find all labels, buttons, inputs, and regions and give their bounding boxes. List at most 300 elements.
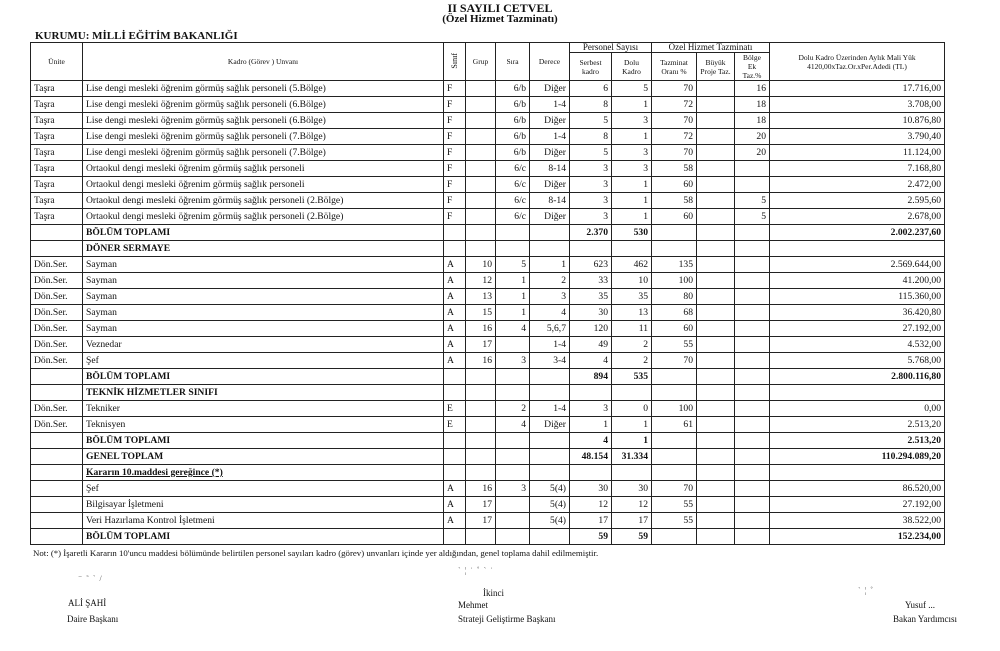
unite-cell: Taşra: [31, 113, 83, 129]
derece-cell: Diğer: [530, 209, 570, 225]
mali-yuk-cell: 2.513,20: [770, 417, 945, 433]
sira-cell: 3: [496, 353, 530, 369]
kadro-cell: Tekniker: [83, 401, 444, 417]
sinif-cell: [444, 449, 466, 465]
buyuk-proje-cell: [697, 369, 735, 385]
sinif-cell: A: [444, 497, 466, 513]
buyuk-proje-cell: [697, 337, 735, 353]
buyuk-proje-cell: [697, 97, 735, 113]
dolu-kadro-cell: 1: [612, 129, 652, 145]
total-label: BÖLÜM TOPLAMI: [83, 433, 444, 449]
empty-cell: [444, 385, 466, 401]
serbest-kadro-total: 4: [570, 433, 612, 449]
kadro-cell: Şef: [83, 353, 444, 369]
tazminat-orani-cell: 70: [652, 81, 697, 97]
header-mali-yuk: Dolu Kadro Üzerinden Aylık Mali Yük 4120,00xTaz.Or.xPer.Adedi (TL): [770, 43, 945, 81]
tazminat-orani-cell: 80: [652, 289, 697, 305]
grup-cell: [466, 193, 496, 209]
mali-yuk-cell: 3.790,40: [770, 129, 945, 145]
kadro-cell: Lise dengi mesleki öğrenim görmüş sağlık personeli (7.Bölge): [83, 145, 444, 161]
bolge-ek-cell: [735, 529, 770, 545]
empty-cell: [612, 241, 652, 257]
kadro-cell: Ortaokul dengi mesleki öğrenim görmüş sağlık personeli: [83, 161, 444, 177]
sira-cell: 6/c: [496, 209, 530, 225]
table-row: [31, 257, 945, 273]
empty-cell: [652, 385, 697, 401]
header-buyuk-proje: Büyük Proje Taz.: [697, 53, 735, 81]
bolge-ek-cell: [735, 161, 770, 177]
bolge-ek-cell: [735, 289, 770, 305]
serbest-kadro-cell: 5: [570, 145, 612, 161]
unite-cell: Dön.Ser.: [31, 337, 83, 353]
derece-cell: 1-4: [530, 337, 570, 353]
buyuk-proje-cell: [697, 161, 735, 177]
empty-cell: [735, 385, 770, 401]
sinif-cell: F: [444, 145, 466, 161]
tazminat-orani-cell: 70: [652, 353, 697, 369]
sira-cell: 1: [496, 305, 530, 321]
bolge-ek-cell: [735, 481, 770, 497]
header-serbest-kadro: Serbest kadro: [570, 53, 612, 81]
signature-scribble-left: ⁻ ˜ ˋ /: [78, 574, 103, 583]
footnote: Not: (*) İşaretli Kararın 10'uncu maddesi bölümünde belirtilen personel sayıları kadro (görev) unvanları içinde yer aldığından, genel toplama dahil edilmemiştir.: [33, 548, 599, 558]
sira-cell: [496, 513, 530, 529]
unite-cell: [31, 241, 83, 257]
derece-cell: 5,6,7: [530, 321, 570, 337]
sira-cell: [496, 449, 530, 465]
mali-yuk-cell: 0,00: [770, 401, 945, 417]
dolu-kadro-cell: 0: [612, 401, 652, 417]
header-unite: Ünite: [31, 43, 83, 81]
unite-cell: Dön.Ser.: [31, 257, 83, 273]
section-row: [31, 465, 945, 481]
derece-cell: 5(4): [530, 481, 570, 497]
grup-cell: [466, 97, 496, 113]
sira-cell: [496, 369, 530, 385]
sinif-cell: A: [444, 321, 466, 337]
mali-yuk-cell: 36.420,80: [770, 305, 945, 321]
left-signatory-name: ALİ ŞAHİ: [68, 598, 107, 608]
sinif-cell: F: [444, 113, 466, 129]
table-row: [31, 481, 945, 497]
derece-cell: 1-4: [530, 97, 570, 113]
kadro-cell: Bilgisayar İşletmeni: [83, 497, 444, 513]
sinif-cell: [444, 529, 466, 545]
buyuk-proje-cell: [697, 177, 735, 193]
grup-cell: [466, 209, 496, 225]
sinif-cell: F: [444, 209, 466, 225]
serbest-kadro-cell: 6: [570, 81, 612, 97]
dolu-kadro-total: 31.334: [612, 449, 652, 465]
mali-yuk-cell: 4.532,00: [770, 337, 945, 353]
sira-cell: 1: [496, 273, 530, 289]
empty-cell: [466, 385, 496, 401]
sinif-cell: E: [444, 417, 466, 433]
kadro-cell: Veri Hazırlama Kontrol İşletmeni: [83, 513, 444, 529]
kadro-cell: Sayman: [83, 289, 444, 305]
signature-scribble-right: ˋ ¦ ˚: [858, 586, 874, 595]
derece-cell: 5(4): [530, 513, 570, 529]
grup-cell: [466, 401, 496, 417]
sira-cell: [496, 433, 530, 449]
derece-cell: [530, 225, 570, 241]
dolu-kadro-total: 1: [612, 433, 652, 449]
bolge-ek-cell: [735, 513, 770, 529]
kadro-cell: Lise dengi mesleki öğrenim görmüş sağlık personeli (6.Bölge): [83, 113, 444, 129]
grup-cell: 16: [466, 321, 496, 337]
unite-cell: Taşra: [31, 97, 83, 113]
document-title: II SAYILI CETVEL: [447, 1, 553, 15]
tazminat-orani-cell: 55: [652, 497, 697, 513]
sinif-cell: [444, 433, 466, 449]
sira-cell: [496, 337, 530, 353]
dolu-kadro-cell: 12: [612, 497, 652, 513]
tazminat-orani-cell: 58: [652, 161, 697, 177]
dolu-kadro-cell: 2: [612, 337, 652, 353]
table-row: [31, 177, 945, 193]
dolu-kadro-cell: 11: [612, 321, 652, 337]
grup-cell: 12: [466, 273, 496, 289]
unite-cell: Taşra: [31, 193, 83, 209]
serbest-kadro-cell: 30: [570, 305, 612, 321]
sinif-cell: F: [444, 193, 466, 209]
serbest-kadro-cell: 4: [570, 353, 612, 369]
bolge-ek-cell: 20: [735, 145, 770, 161]
tazminat-orani-cell: 70: [652, 481, 697, 497]
derece-cell: 5(4): [530, 497, 570, 513]
tazminat-orani-cell: [652, 529, 697, 545]
sinif-cell: F: [444, 177, 466, 193]
sira-cell: 6/b: [496, 81, 530, 97]
total-label: BÖLÜM TOPLAMI: [83, 529, 444, 545]
buyuk-proje-cell: [697, 225, 735, 241]
grup-cell: 17: [466, 497, 496, 513]
total-label: BÖLÜM TOPLAMI: [83, 225, 444, 241]
bolge-ek-cell: [735, 225, 770, 241]
tazminat-orani-cell: 100: [652, 273, 697, 289]
mali-yuk-cell: 2.472,00: [770, 177, 945, 193]
serbest-kadro-cell: 30: [570, 481, 612, 497]
grup-cell: [466, 529, 496, 545]
bolge-ek-cell: [735, 321, 770, 337]
signature-scribble-mid: ˋ ¦ ˙ ˚ ˋ ˙: [458, 566, 494, 575]
bolge-ek-cell: [735, 449, 770, 465]
derece-cell: Diğer: [530, 177, 570, 193]
table-body: [31, 81, 945, 545]
grup-cell: 10: [466, 257, 496, 273]
derece-cell: 3: [530, 289, 570, 305]
header-bolge-ek: Bölge Ek Taz.%: [735, 53, 770, 81]
tazminat-orani-cell: [652, 449, 697, 465]
tazminat-orani-cell: 55: [652, 337, 697, 353]
unite-cell: Taşra: [31, 145, 83, 161]
empty-cell: [530, 465, 570, 481]
sira-cell: 6/b: [496, 145, 530, 161]
sinif-cell: A: [444, 513, 466, 529]
sira-cell: 6/b: [496, 113, 530, 129]
buyuk-proje-cell: [697, 449, 735, 465]
kadro-cell: Lise dengi mesleki öğrenim görmüş sağlık personeli (6.Bölge): [83, 97, 444, 113]
sira-cell: 4: [496, 417, 530, 433]
header-kadro: Kadro (Görev ) Unvanı: [83, 43, 444, 81]
table-row: [31, 321, 945, 337]
grup-cell: [466, 145, 496, 161]
derece-cell: [530, 433, 570, 449]
empty-cell: [570, 385, 612, 401]
dolu-kadro-cell: 1: [612, 417, 652, 433]
unite-cell: Dön.Ser.: [31, 305, 83, 321]
dolu-kadro-total: 530: [612, 225, 652, 241]
derece-cell: [530, 529, 570, 545]
compensation-table: [30, 42, 945, 545]
derece-cell: 1: [530, 257, 570, 273]
sira-cell: [496, 529, 530, 545]
table-row: [31, 417, 945, 433]
sinif-cell: A: [444, 257, 466, 273]
mali-yuk-total: 152.234,00: [770, 529, 945, 545]
bolge-ek-cell: 20: [735, 129, 770, 145]
table-row: [31, 145, 945, 161]
institution-label: KURUMU: MİLLİ EĞİTİM BAKANLIĞI: [35, 30, 238, 42]
grup-cell: [466, 449, 496, 465]
buyuk-proje-cell: [697, 353, 735, 369]
dolu-kadro-cell: 1: [612, 177, 652, 193]
empty-cell: [652, 241, 697, 257]
serbest-kadro-cell: 12: [570, 497, 612, 513]
sinif-cell: [444, 225, 466, 241]
table-row: [31, 81, 945, 97]
sinif-cell: A: [444, 481, 466, 497]
serbest-kadro-cell: 1: [570, 417, 612, 433]
buyuk-proje-cell: [697, 113, 735, 129]
mali-yuk-cell: 5.768,00: [770, 353, 945, 369]
bolge-ek-cell: [735, 433, 770, 449]
total-row: [31, 433, 945, 449]
unite-cell: [31, 465, 83, 481]
empty-cell: [444, 465, 466, 481]
sinif-cell: [444, 369, 466, 385]
header-sinif: [444, 43, 466, 81]
bolge-ek-cell: [735, 273, 770, 289]
buyuk-proje-cell: [697, 433, 735, 449]
tazminat-orani-cell: 135: [652, 257, 697, 273]
sira-cell: 1: [496, 289, 530, 305]
buyuk-proje-cell: [697, 513, 735, 529]
bolge-ek-cell: 18: [735, 97, 770, 113]
unite-cell: [31, 481, 83, 497]
kadro-cell: Teknisyen: [83, 417, 444, 433]
sinif-cell: F: [444, 81, 466, 97]
tazminat-orani-cell: 60: [652, 209, 697, 225]
sinif-cell: A: [444, 337, 466, 353]
kadro-cell: Lise dengi mesleki öğrenim görmüş sağlık personeli (5.Bölge): [83, 81, 444, 97]
bolge-ek-cell: 5: [735, 209, 770, 225]
empty-cell: [697, 465, 735, 481]
bolge-ek-cell: 18: [735, 113, 770, 129]
grup-cell: 17: [466, 337, 496, 353]
sinif-cell: A: [444, 289, 466, 305]
derece-cell: 2: [530, 273, 570, 289]
unite-cell: [31, 513, 83, 529]
serbest-kadro-cell: 33: [570, 273, 612, 289]
tazminat-orani-cell: [652, 225, 697, 241]
grup-cell: 17: [466, 513, 496, 529]
tazminat-orani-cell: 100: [652, 401, 697, 417]
kadro-cell: Veznedar: [83, 337, 444, 353]
unite-cell: [31, 449, 83, 465]
table-row: [31, 273, 945, 289]
sira-cell: 4: [496, 321, 530, 337]
buyuk-proje-cell: [697, 529, 735, 545]
sira-cell: 3: [496, 481, 530, 497]
table-row: [31, 497, 945, 513]
sira-cell: 6/c: [496, 161, 530, 177]
sira-cell: 6/c: [496, 193, 530, 209]
mali-yuk-cell: 7.168,80: [770, 161, 945, 177]
bolge-ek-cell: 5: [735, 193, 770, 209]
header-personel-sayisi: Personel Sayısı: [570, 43, 652, 53]
empty-cell: [612, 465, 652, 481]
table-row: [31, 401, 945, 417]
derece-cell: Diğer: [530, 113, 570, 129]
dolu-kadro-total: 535: [612, 369, 652, 385]
serbest-kadro-cell: 5: [570, 113, 612, 129]
empty-cell: [697, 385, 735, 401]
table-row: [31, 513, 945, 529]
sira-cell: 6/c: [496, 177, 530, 193]
dolu-kadro-cell: 3: [612, 113, 652, 129]
empty-cell: [770, 385, 945, 401]
kadro-cell: Lise dengi mesleki öğrenim görmüş sağlık personeli (7.Bölge): [83, 129, 444, 145]
bolge-ek-cell: [735, 305, 770, 321]
table-header-row: [31, 43, 945, 53]
tazminat-orani-cell: 60: [652, 321, 697, 337]
derece-cell: Diğer: [530, 145, 570, 161]
dolu-kadro-cell: 17: [612, 513, 652, 529]
mali-yuk-cell: 38.522,00: [770, 513, 945, 529]
bolge-ek-cell: 16: [735, 81, 770, 97]
dolu-kadro-cell: 30: [612, 481, 652, 497]
grup-cell: [466, 81, 496, 97]
derece-cell: 1-4: [530, 401, 570, 417]
mali-yuk-cell: 27.192,00: [770, 497, 945, 513]
dolu-kadro-cell: 13: [612, 305, 652, 321]
sinif-cell: F: [444, 97, 466, 113]
unite-cell: Dön.Ser.: [31, 289, 83, 305]
tazminat-orani-cell: [652, 369, 697, 385]
dolu-kadro-cell: 2: [612, 353, 652, 369]
table-row: [31, 193, 945, 209]
serbest-kadro-cell: 120: [570, 321, 612, 337]
unite-cell: Taşra: [31, 81, 83, 97]
derece-cell: Diğer: [530, 81, 570, 97]
left-signatory-title: Daire Başkanı: [67, 614, 119, 624]
unite-cell: [31, 497, 83, 513]
dolu-kadro-cell: 35: [612, 289, 652, 305]
empty-cell: [530, 385, 570, 401]
header-derece: Derece: [530, 43, 570, 81]
grup-cell: 15: [466, 305, 496, 321]
dolu-kadro-cell: 462: [612, 257, 652, 273]
derece-cell: [530, 449, 570, 465]
section-row: [31, 385, 945, 401]
bolge-ek-cell: [735, 401, 770, 417]
sira-cell: [496, 497, 530, 513]
sinif-cell: A: [444, 353, 466, 369]
serbest-kadro-cell: 8: [570, 129, 612, 145]
empty-cell: [530, 241, 570, 257]
derece-cell: 3-4: [530, 353, 570, 369]
grup-cell: 16: [466, 481, 496, 497]
table-row: [31, 129, 945, 145]
dolu-kadro-cell: 1: [612, 193, 652, 209]
serbest-kadro-total: 59: [570, 529, 612, 545]
mali-yuk-cell: 27.192,00: [770, 321, 945, 337]
serbest-kadro-cell: 3: [570, 209, 612, 225]
empty-cell: [697, 241, 735, 257]
serbest-kadro-total: 894: [570, 369, 612, 385]
tazminat-orani-cell: 72: [652, 129, 697, 145]
unite-cell: [31, 385, 83, 401]
grup-cell: [466, 161, 496, 177]
buyuk-proje-cell: [697, 273, 735, 289]
empty-cell: [652, 465, 697, 481]
empty-cell: [496, 465, 530, 481]
buyuk-proje-cell: [697, 289, 735, 305]
kadro-cell: Ortaokul dengi mesleki öğrenim görmüş sağlık personeli (2.Bölge): [83, 193, 444, 209]
dolu-kadro-total: 59: [612, 529, 652, 545]
table-row: [31, 161, 945, 177]
dolu-kadro-cell: 10: [612, 273, 652, 289]
derece-cell: Diğer: [530, 417, 570, 433]
dolu-kadro-cell: 1: [612, 209, 652, 225]
bolge-ek-cell: [735, 337, 770, 353]
section-label: DÖNER SERMAYE: [83, 241, 444, 257]
mid-signatory-name-line2: Mehmet: [458, 600, 488, 610]
kadro-cell: Sayman: [83, 321, 444, 337]
bolge-ek-cell: [735, 177, 770, 193]
table-row: [31, 305, 945, 321]
section-row: [31, 241, 945, 257]
mali-yuk-cell: 41.200,00: [770, 273, 945, 289]
mali-yuk-total: 2.002.237,60: [770, 225, 945, 241]
unite-cell: Taşra: [31, 177, 83, 193]
unite-cell: [31, 225, 83, 241]
buyuk-proje-cell: [697, 145, 735, 161]
empty-cell: [466, 465, 496, 481]
sinif-cell: F: [444, 129, 466, 145]
header-ozel-hizmet: Özel Hizmet Tazminatı: [652, 43, 770, 53]
empty-cell: [466, 241, 496, 257]
unite-cell: Taşra: [31, 129, 83, 145]
kadro-cell: Ortaokul dengi mesleki öğrenim görmüş sağlık personeli (2.Bölge): [83, 209, 444, 225]
sinif-cell: E: [444, 401, 466, 417]
empty-cell: [735, 241, 770, 257]
derece-cell: [530, 369, 570, 385]
tazminat-orani-cell: [652, 433, 697, 449]
serbest-kadro-cell: 3: [570, 161, 612, 177]
buyuk-proje-cell: [697, 401, 735, 417]
buyuk-proje-cell: [697, 321, 735, 337]
empty-cell: [570, 465, 612, 481]
serbest-kadro-cell: 623: [570, 257, 612, 273]
dolu-kadro-cell: 1: [612, 97, 652, 113]
mali-yuk-total: 2.513,20: [770, 433, 945, 449]
kadro-cell: Sayman: [83, 273, 444, 289]
grup-cell: [466, 113, 496, 129]
tazminat-orani-cell: 72: [652, 97, 697, 113]
sinif-cell: A: [444, 273, 466, 289]
